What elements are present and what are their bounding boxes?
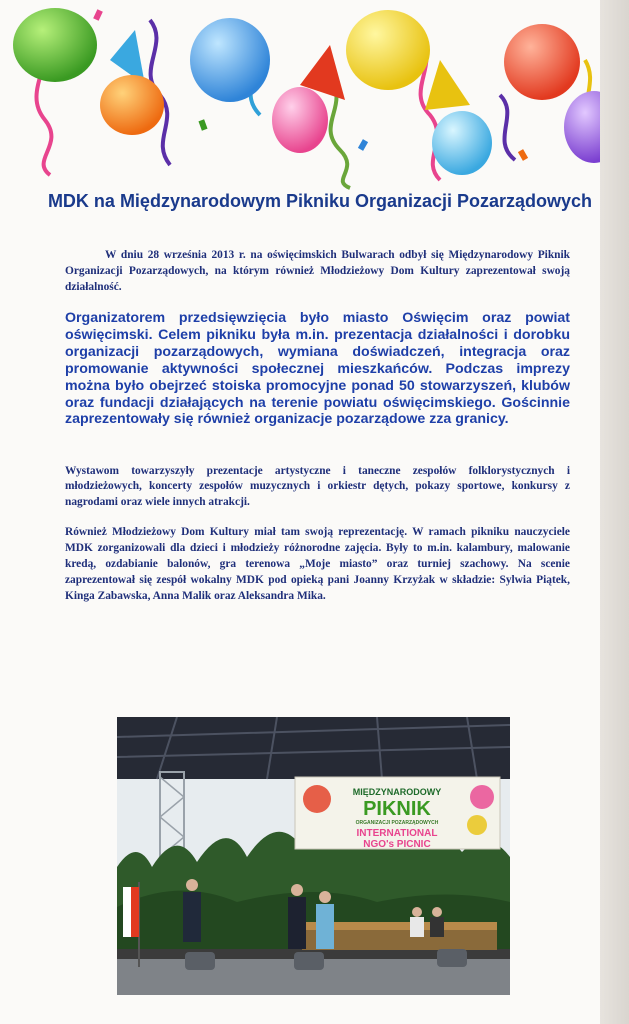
photo-banner-line5: NGO's PICNIC — [363, 839, 431, 850]
paragraph-organizers: Organizatorem przedsięwzięcia było miasto Oświęcim oraz powiat oświęcimski. Celem pikniku była m.in. prezentacja działalności i dorobku organizacji pozarządowych, wymiana doświadczeń, integracja oraz promowanie aktywności społecznej mieszkańców. Podczas imprezy można było obejrzeć stoiska promocyjne ponad 50 stowarzyszeń, klubów oraz fundacji działających na terenie powiatu oświęcimskiego. Gościnnie zaprezentowały się również organizacje pozarządowe zza granicy. — [65, 310, 570, 428]
event-stage-photo — [117, 717, 510, 995]
paragraph-mdk: Również Młodzieżowy Dom Kultury miał tam swoją reprezentację. W ramach pikniku nauczyciele MDK zorganizowali dla dzieci i młodzieży różnorodne zajęcia. Były to m.in. kalambury, malowanie kredą, ozdabianie balonów, gra terenowa „Moje miasto” oraz turniej szachowy. Na scenie zaprezentował się zespół wokalny MDK pod opieką pani Joanny Krzyżak w składzie: Sylwia Piątek, Kinga Zabawska, Anna Malik oraz Aleksandra Mika. — [65, 526, 570, 602]
page-edge — [600, 0, 629, 1024]
photo-banner-line2: PIKNIK — [363, 798, 431, 820]
photo-banner-line4: INTERNATIONAL — [356, 828, 438, 839]
photo-banner-line3: ORGANIZACJI POZARZĄDOWYCH — [355, 820, 439, 826]
balloons-header-illustration — [0, 0, 600, 190]
paragraph-intro: W dniu 28 września 2013 r. na oświęcimskich Bulwarach odbył się Międzynarodowy Piknik Organizacji Pozarządowych, na którym również Młodzieżowy Dom Kultury zaprezentował swoją działalność. — [65, 249, 570, 293]
photo-banner-line1: MIĘDZYNARODOWY — [352, 787, 442, 797]
article-title: MDK na Międzynarodowym Pikniku Organizacji Pozarządowych — [47, 191, 593, 211]
paragraph-attractions: Wystawom towarzyszyły prezentacje artystyczne i taneczne zespołów folklorystycznych i młodzieżowych, koncerty zespołów muzycznych i orkiestr dętych, pokazy sportowe, konkursy z nagrodami oraz wiele innych atrakcji. — [65, 465, 570, 508]
